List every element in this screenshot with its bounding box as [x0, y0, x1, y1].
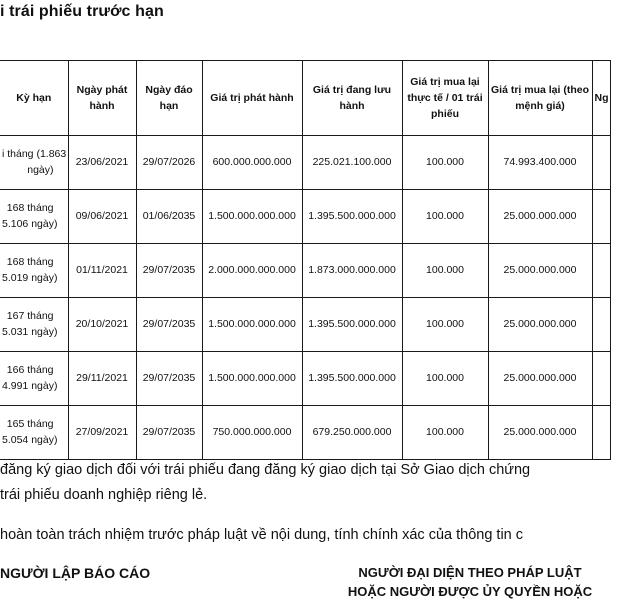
cell-issue-date: 29/11/2021: [68, 352, 136, 406]
cell-issue-value: 2.000.000.000.000: [202, 244, 302, 298]
cell-buyback-par: 74.993.400.000: [488, 136, 592, 190]
header-issue-date: Ngày phát hành: [68, 61, 136, 136]
section-heading: i trái phiếu trước hạn: [0, 3, 164, 20]
cell-buyback-per-bond: 100.000: [402, 406, 488, 460]
footnote-line-2: trái phiếu doanh nghiệp riêng lẻ.: [0, 487, 208, 503]
header-next-column: Ng: [592, 61, 610, 136]
cell-buyback-per-bond: 100.000: [402, 190, 488, 244]
cell-maturity-date: 29/07/2035: [136, 406, 202, 460]
table-row: [0, 298, 610, 352]
header-maturity-date: Ngày đáo hạn: [136, 61, 202, 136]
signature-representative-line-2: HOẶC NGƯỜI ĐƯỢC ỦY QUYỀN HOẶC: [347, 583, 593, 599]
table-row: [0, 136, 610, 190]
cell-term: 166 tháng 4.991 ngày): [0, 352, 68, 406]
cell-issue-date: 23/06/2021: [68, 136, 136, 190]
cell-issue-date: 01/11/2021: [68, 244, 136, 298]
cell-buyback-per-bond: 100.000: [402, 244, 488, 298]
cell-next: [592, 190, 610, 244]
footnote-line-3: hoàn toàn trách nhiệm trước pháp luật về nội dung, tính chính xác của thông tin c: [0, 527, 524, 543]
cell-buyback-par: 25.000.000.000: [488, 406, 592, 460]
cell-maturity-date: 29/07/2035: [136, 298, 202, 352]
cell-term: 168 tháng 5.106 ngày): [0, 190, 68, 244]
table-header-row: [0, 61, 610, 136]
table-row: [0, 352, 610, 406]
cell-issue-value: 600.000.000.000: [202, 136, 302, 190]
table-row: [0, 406, 610, 460]
cell-buyback-per-bond: 100.000: [402, 136, 488, 190]
cell-next: [592, 352, 610, 406]
header-buyback-per-bond: Giá trị mua lại thực tế / 01 trái phiếu: [402, 61, 488, 136]
cell-issue-date: 20/10/2021: [68, 298, 136, 352]
cell-outstanding-value: 1.395.500.000.000: [302, 190, 402, 244]
cell-buyback-par: 25.000.000.000: [488, 190, 592, 244]
cell-next: [592, 136, 610, 190]
cell-outstanding-value: 1.395.500.000.000: [302, 352, 402, 406]
cell-outstanding-value: 679.250.000.000: [302, 406, 402, 460]
cell-buyback-per-bond: 100.000: [402, 352, 488, 406]
cell-issue-value: 1.500.000.000.000: [202, 298, 302, 352]
cell-issue-value: 1.500.000.000.000: [202, 190, 302, 244]
cell-outstanding-value: 1.395.500.000.000: [302, 298, 402, 352]
cell-buyback-par: 25.000.000.000: [488, 244, 592, 298]
cell-issue-date: 09/06/2021: [68, 190, 136, 244]
cell-maturity-date: 29/07/2035: [136, 244, 202, 298]
cell-term: i tháng (1.863 ngày): [0, 136, 68, 190]
cell-next: [592, 298, 610, 352]
cell-term: 168 tháng 5.019 ngày): [0, 244, 68, 298]
cell-issue-value: 750.000.000.000: [202, 406, 302, 460]
cell-next: [592, 406, 610, 460]
header-issue-value: Giá trị phát hành: [202, 61, 302, 136]
cell-maturity-date: 29/07/2035: [136, 352, 202, 406]
bond-buyback-table: [0, 60, 611, 460]
header-term: Kỳ hạn: [0, 61, 68, 136]
cell-maturity-date: 01/06/2035: [136, 190, 202, 244]
table-row: [0, 244, 610, 298]
cell-buyback-par: 25.000.000.000: [488, 352, 592, 406]
footnote-line-1: đăng ký giao dịch đối với trái phiếu đang đăng ký giao dịch tại Sở Giao dịch chứng: [0, 462, 531, 478]
cell-term: 167 tháng 5.031 ngày): [0, 298, 68, 352]
cell-outstanding-value: 225.021.100.000: [302, 136, 402, 190]
signature-representative-line-1: NGƯỜI ĐẠI DIỆN THEO PHÁP LUẬT: [358, 565, 582, 580]
cell-next: [592, 244, 610, 298]
signature-preparer-title: NGƯỜI LẬP BÁO CÁO: [0, 565, 151, 581]
cell-issue-date: 27/09/2021: [68, 406, 136, 460]
cell-term: 165 tháng 5.054 ngày): [0, 406, 68, 460]
bond-buyback-table-wrapper: [0, 60, 610, 460]
cell-issue-value: 1.500.000.000.000: [202, 352, 302, 406]
cell-maturity-date: 29/07/2026: [136, 136, 202, 190]
cell-buyback-par: 25.000.000.000: [488, 298, 592, 352]
cell-outstanding-value: 1.873.000.000.000: [302, 244, 402, 298]
header-outstanding-value: Giá trị đang lưu hành: [302, 61, 402, 136]
signature-representative-title: [340, 564, 600, 602]
table-row: [0, 190, 610, 244]
cell-buyback-per-bond: 100.000: [402, 298, 488, 352]
header-buyback-par: Giá trị mua lại (theo mệnh giá): [488, 61, 592, 136]
